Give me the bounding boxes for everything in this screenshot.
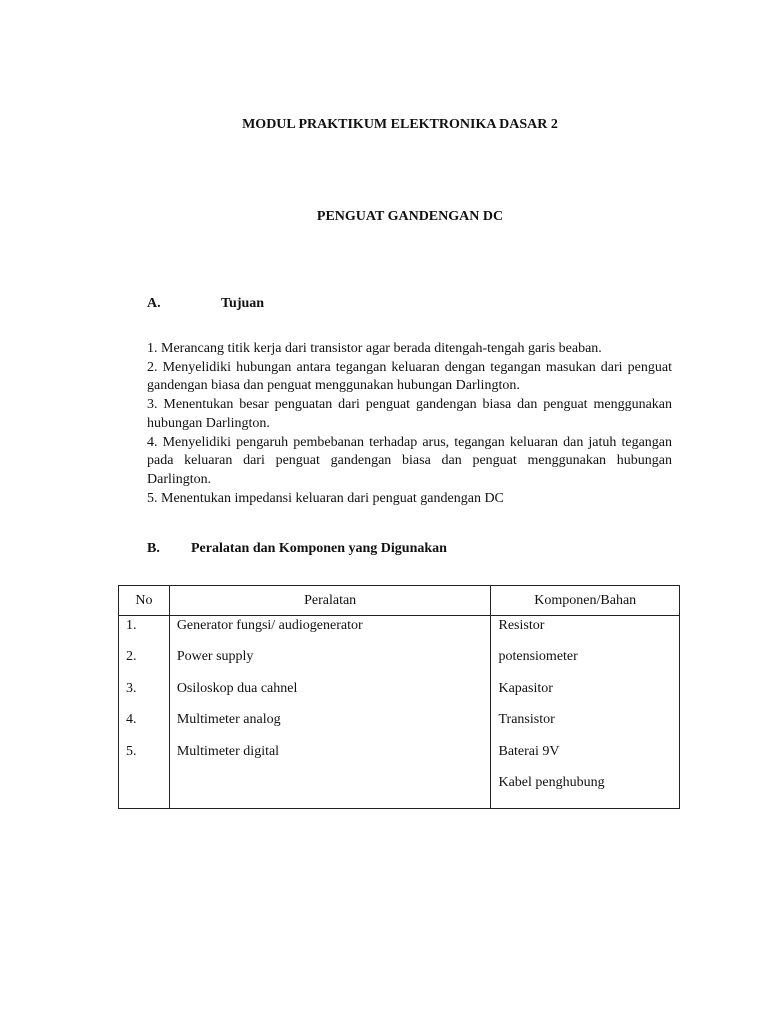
- component-item: Kapasitor: [498, 680, 553, 696]
- row-number: 5.: [126, 743, 137, 759]
- component-item: Baterai 9V: [498, 743, 560, 759]
- tool-item: Generator fungsi/ audiogenerator: [176, 618, 363, 633]
- objectives-list: [147, 340, 672, 508]
- components-cell: [491, 616, 680, 809]
- table-header-row: [119, 586, 680, 616]
- objective-item: 4. Menyelidiki pengaruh pembebanan terhadap arus, tegangan keluaran dan jatuh tegangan pada keluaran dari penguat gandengan biasa dan penguat menggunakan hubungan Darlington.: [147, 434, 672, 487]
- section-b-heading: [147, 541, 447, 557]
- section-b-title: Peralatan dan Komponen yang Digunakan: [191, 541, 447, 556]
- section-a-heading: [147, 296, 264, 312]
- document-subtitle: PENGUAT GANDENGAN DC: [316, 209, 504, 224]
- objective-item: 5. Menentukan impedansi keluaran dari penguat gandengan DC: [147, 490, 504, 506]
- component-item: Kabel penghubung: [498, 774, 605, 790]
- header-komponen: Komponen/Bahan: [491, 586, 680, 616]
- objective-item: 3. Menentukan besar penguatan dari penguat gandengan biasa dan penguat menggunakan hubungan Darlington.: [147, 397, 672, 431]
- component-item: Resistor: [498, 618, 545, 633]
- objective-item: 2. Menyelidiki hubungan antara tegangan keluaran dengan tegangan masukan dari penguat gandengan biasa dan penguat menggunakan hubungan Darlington.: [147, 359, 672, 394]
- tool-item: Osiloskop dua cahnel: [176, 680, 298, 696]
- header-peralatan: Peralatan: [169, 586, 491, 616]
- tool-item: Power supply: [176, 649, 254, 665]
- row-number: 2.: [126, 649, 137, 665]
- row-number: 1.: [126, 618, 137, 633]
- row-number: 3.: [126, 680, 137, 696]
- page-title: MODUL PRAKTIKUM ELEKTRONIKA DASAR 2: [242, 117, 558, 132]
- no-cell: [119, 616, 170, 809]
- component-item: Transistor: [498, 712, 555, 728]
- section-a-letter: A.: [147, 296, 161, 311]
- objective-item: 1. Merancang titik kerja dari transistor agar berada ditengah-tengah garis beaban.: [147, 341, 602, 356]
- component-item: potensiometer: [498, 649, 578, 665]
- row-number: 4.: [126, 712, 137, 728]
- equipment-table: [118, 585, 680, 809]
- tools-cell: [169, 616, 491, 809]
- tool-item: Multimeter analog: [176, 712, 281, 728]
- tool-item: Multimeter digital: [176, 743, 280, 759]
- section-b-letter: B.: [147, 541, 160, 556]
- header-no: No: [119, 586, 170, 616]
- section-a-title: Tujuan: [221, 296, 265, 311]
- table-row: [119, 616, 680, 809]
